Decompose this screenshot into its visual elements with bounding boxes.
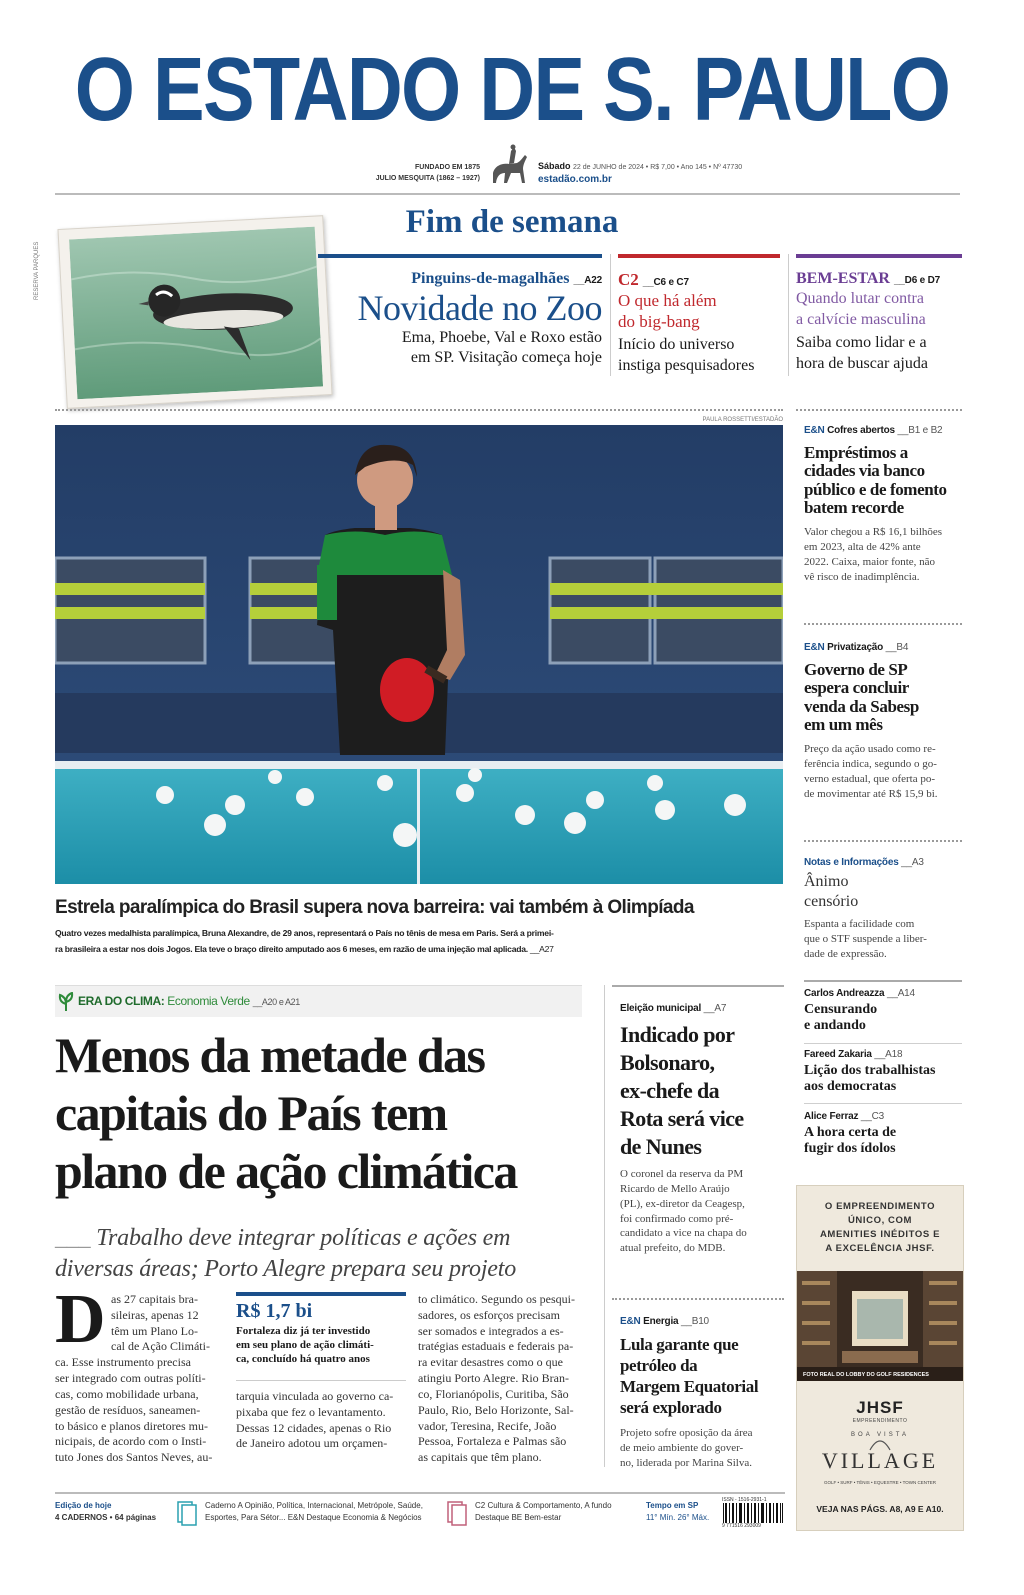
highlight-value: R$ 1,7 bi (236, 1300, 313, 1322)
footer-cadernos-1: Caderno A Opinião, Política, Internacional, Metrópole, Saúde, Esportes, Para Sétor... E&N Destaque Economia & Negócios (205, 1501, 423, 1522)
sidebar-top-separator (796, 409, 962, 411)
middle-separator (612, 1298, 784, 1300)
story-nunes[interactable]: Eleição municipal __A7 Indicado por Bolsonaro, ex-chefe da Rota será vice de Nunes O coronel da reserva da PM Ricardo de Mello Araújo (PL), ex-diretor da Ceagesp, foi confirmado como pré- candidato a vice na chapa do atual prefeito, do MDB. (620, 1003, 786, 1256)
bemestar-headline: Quando lutar contra a calvície masculina (796, 290, 926, 328)
sidebar-item-emprestimos[interactable]: E&N Cofres abertos __B1 e B2 Empréstimos a cidades via banco público e de fomento batem recorde Valor chegou a R$ 16,1 bilhões em 2023, alta de 42% ante 2022. Caixa, maior fonte, não vê risco de inadimplência. (804, 425, 964, 585)
sidebar-separator-3 (804, 980, 962, 982)
sidebar-item-sabesp[interactable]: E&N Privatização __B4 Governo de SP espera concluir venda da Sabesp em um mês Preço da ação usado como re- ferência indica, segundo o go- verno estadual, que oferta po- de movimentar até R$ 15,9 bi. (804, 642, 964, 802)
main-deck: ___ Trabalho deve integrar políticas e ações em diversas áreas; Porto Alegre prepara seu projeto (55, 1225, 517, 1282)
ad-village-sub: GOLF • SURF • TÊNIS • EQUESTRE • TOWN CENTER (823, 1480, 937, 1485)
bemestar-kicker: BEM-ESTAR (796, 270, 890, 287)
founded-line: FUNDADO EM 1875 JULIO MESQUITA (1862 – 1927) (375, 164, 480, 182)
zoo-sub-1: Ema, Phoebe, Val e Roxo estão (401, 329, 602, 346)
masthead (0, 40, 1024, 150)
story-margem-equatorial[interactable]: E&N Energia __B10 Lula garante que petróleo da Margem Equatorial será explorado Projeto sofre oposição da área de meio ambiente do gover- no, liderada por Marina Silva. (620, 1316, 786, 1471)
leaf-icon (57, 992, 75, 1012)
main-body-col2: R$ 1,7 bi Fortaleza diz já ter investido em seu plano de ação climáti- ca, concluído há quatro anos tarquia vinculada ao governo ca- pixaba que fez o levantamento. Dessas 12 cidades, apenas o Rio de Janeiro adotou um orçamen- (236, 1292, 406, 1452)
zoo-sub-2: em SP. Visitação começa hoje (410, 349, 602, 366)
ad-village-top: BOA VISTA (851, 1432, 909, 1438)
ad-footer: VEJA NAS PÁGS. A8, A9 E A10. (816, 1504, 944, 1514)
zoo-photo[interactable] (57, 215, 332, 409)
site-link[interactable]: estadão.com.br (538, 174, 612, 185)
climate-section-label: ERA DO CLIMA: Economia Verde __A20 e A21 (78, 994, 300, 1008)
issue-info (538, 160, 798, 186)
ad-brand: JHSF (856, 1398, 904, 1417)
masthead-title: O ESTADO DE S. PAULO (74, 40, 950, 140)
ad-village: VILLAGE (821, 1448, 939, 1473)
footer-weather: Tempo em SP 11° Mín. 26° Máx. (646, 1501, 710, 1522)
ad-brand-sub: EMPREENDIMENTO (852, 1418, 908, 1424)
sidebar-item-notas-headline: Ânimo censório (804, 873, 859, 910)
zoo-photo-credit: RESERVA PARQUES (34, 241, 40, 300)
sidebar-item-notas[interactable]: Notas e Informações __A3 Ânimo censório Espanta a facilidade com que o STF suspende a liber- dade de expressão. (804, 857, 964, 962)
sidebar-separator-1 (804, 623, 962, 625)
c2-headline: O que há além do big-bang (618, 291, 717, 331)
c2-sub: Início do universo instiga pesquisadores (618, 336, 755, 374)
zoo-page: A22 (584, 275, 602, 286)
zoo-headline: Novidade no Zoo (357, 288, 602, 328)
masthead-rule (55, 193, 960, 195)
photo-credit: PAULA ROSSETTI/ESTADÃO (702, 417, 783, 423)
middle-col-divider (604, 985, 605, 1467)
story-margem-headline: Lula garante que petróleo da Margem Equatorial será explorado (620, 1335, 759, 1417)
footer-rule (55, 1492, 785, 1494)
photo-caption: Quatro vezes medalhista paralímpica, Bruna Alexandre, de 29 anos, representará o País no tênis de mesa em Paris. Será a primei- ra brasileira a estar nos dois Jogos. Ela teve o braço direito amputado aos 6 meses, em razão de uma injeção mal aplicada. __A27 (55, 928, 554, 954)
story-nunes-headline: Indicado por Bolsonaro, ex-chefe da Rota será vice de Nunes (620, 1022, 744, 1159)
c2-teaser[interactable]: C2 __C6 e C7 O que há além do big-bang Início do universo instiga pesquisadores (618, 254, 780, 376)
columnist-separator-2 (804, 1103, 962, 1104)
footer-edition: Edição de hoje 4 CADERNOS • 64 páginas (55, 1501, 157, 1522)
ad-text: O EMPREENDIMENTO ÚNICO, COM AMENITIES INÉDITOS E A EXCELÊNCIA JHSF. (819, 1201, 941, 1254)
middle-top-rule (612, 985, 784, 987)
sidebar-separator-2 (804, 840, 962, 842)
main-photo[interactable] (55, 425, 783, 884)
bemestar-page: D6 e D7 (904, 275, 940, 286)
photo-headline: Estrela paralímpica do Brasil supera nova barreira: vai também à Olimpíada (55, 897, 694, 918)
issue-date: 22 de JUNHO de 2024 • R$ 7,00 • Ano 145 • Nº 47730 (573, 164, 743, 171)
top-separator (55, 409, 783, 411)
sidebar-item-emprestimos-headline: Empréstimos a cidades via banco público e de fomento batem recorde (804, 443, 947, 518)
caderno-a-icon (176, 1500, 198, 1526)
main-body-col1: D as 27 capitais bra- sileiras, apenas 12 têm um Plano Lo- cal de Ação Climáti- ca. Esse instrumento precisa ser integrado com outras políti- cas, como mobilidade urbana, gestão de resíduos, saneamen- to básico e planos diretores mu- nicipais, de acordo com o Insti- tuto Jones dos Santos Neves, au- (55, 1281, 213, 1465)
zoo-kicker: Pinguins-de-magalhães (411, 270, 570, 287)
sidebar-item-sabesp-headline: Governo de SP espera concluir venda da Sabesp em um mês (804, 660, 919, 735)
c2-kicker: C2 (618, 270, 639, 289)
caderno-c2-icon (446, 1500, 468, 1526)
bemestar-sub: Saiba como lidar e a hora de buscar ajuda (796, 334, 928, 372)
ad-photo (797, 1271, 963, 1381)
horseman-logo-icon (487, 143, 533, 187)
teaser-divider-2 (788, 254, 789, 376)
issue-day: Sábado (538, 161, 571, 171)
jhsf-ad[interactable] (796, 1185, 964, 1531)
main-body-col3: to climático. Segundo os pesqui- sadores, os esforços precisam ser somados e integrados a es- tratégias estaduais e federais pa- ra evitar desastres como o que atingiu Porto Alegre. Rio Bran- co, Florianópolis, Curitiba, São Paulo, Rio, Belo Horizonte, Sal- vador, Teresina, Recife, João Pessoa, Fortaleza e Palmas são as capitais que têm plano. (418, 1292, 575, 1465)
bemestar-teaser[interactable]: BEM-ESTAR __D6 e D7 Quando lutar contra a calvície masculina Saiba como lidar e a hora de buscar ajuda (796, 254, 962, 374)
columnist-separator-1 (804, 1043, 962, 1044)
dropcap: D (55, 1281, 106, 1358)
section-title: Fim de semana (405, 204, 619, 240)
columnist-zakaria[interactable]: Fareed Zakaria __A18 Lição dos trabalhistas aos democratas (804, 1049, 936, 1094)
c2-page: C6 e C7 (653, 277, 689, 288)
barcode: ISSN - 1516-2931-1 9 771516 293009 (722, 1497, 784, 1533)
columnist-ferraz[interactable]: Alice Ferraz __C3 A hora certa de fugir dos ídolos (804, 1111, 897, 1156)
highlight-text: Fortaleza diz já ter investido em seu plano de ação climáti- ca, concluído há quatro anos (236, 1325, 374, 1365)
main-headline[interactable]: Menos da metade das capitais do País tem plano de ação climática (55, 1027, 517, 1199)
zoo-teaser[interactable]: Pinguins-de-magalhães __A22 Novidade no Zoo Ema, Phoebe, Val e Roxo estão em SP. Visitação começa hoje (318, 254, 602, 368)
footer-cadernos-2: C2 Cultura & Comportamento, A fundo Destaque BE Bem-estar (475, 1501, 612, 1522)
columnist-andreazza[interactable]: Carlos Andreazza __A14 Censurando e andando (804, 988, 915, 1033)
teaser-divider-1 (610, 254, 611, 376)
ad-photo-caption: FOTO REAL DO LOBBY DO GOLF RESIDENCES (803, 1372, 929, 1378)
